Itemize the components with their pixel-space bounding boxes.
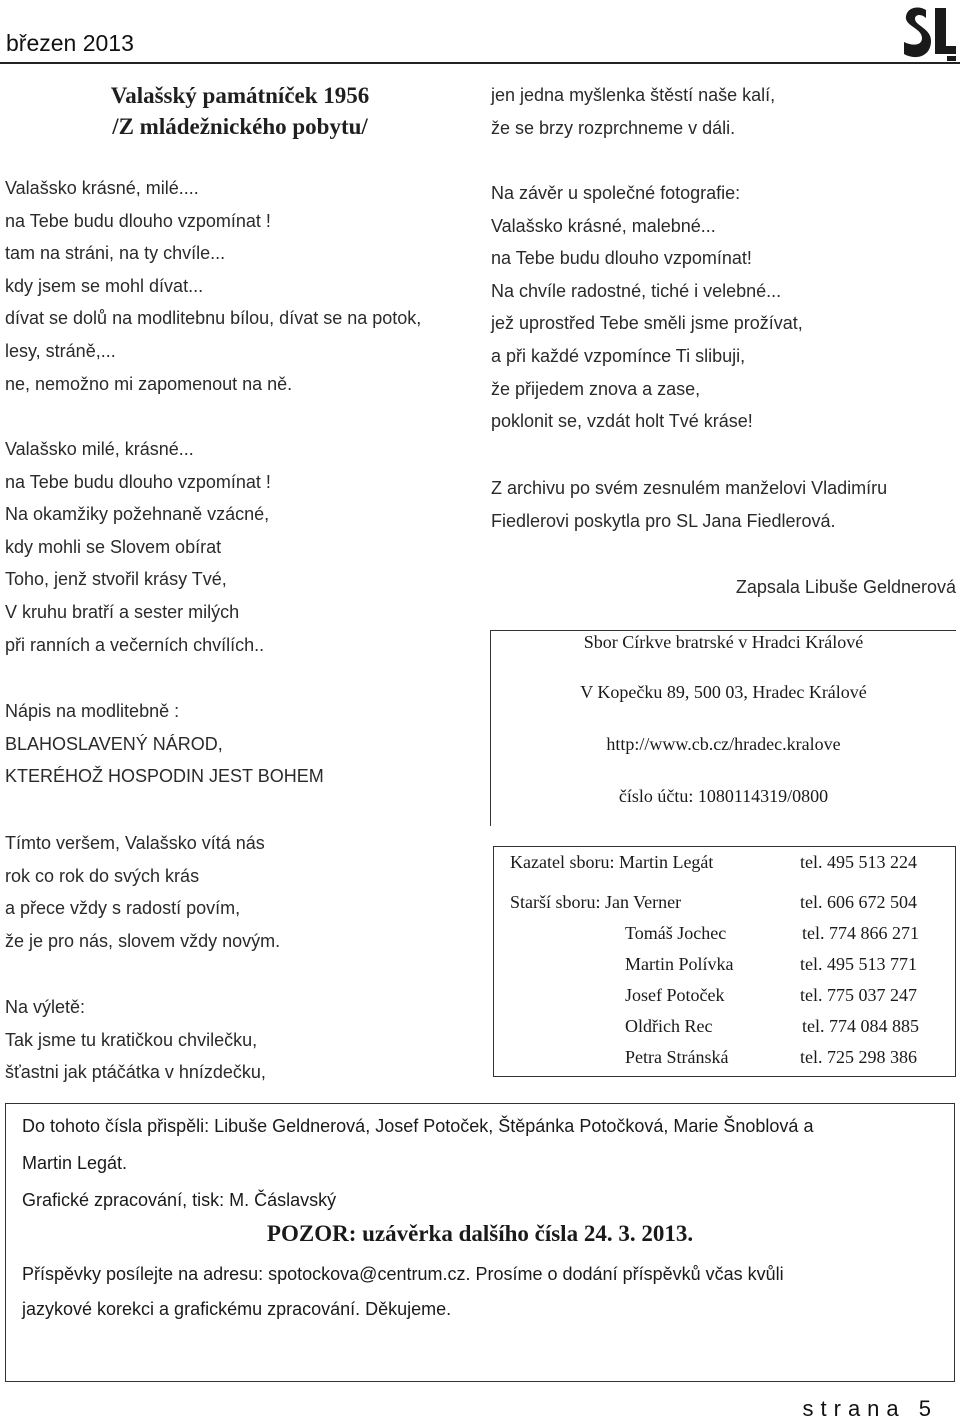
editorial-footer-box bbox=[5, 1103, 955, 1382]
verse-line: na Tebe budu dlouho vzpomínat ! bbox=[5, 210, 271, 231]
verse-line: rok co rok do svých krás bbox=[5, 865, 200, 886]
verse-line: a přece vždy s radostí povím, bbox=[5, 898, 241, 919]
verse-line: Tímto veršem, Valašsko vítá nás bbox=[5, 833, 265, 853]
stanza-4 bbox=[5, 991, 485, 1089]
elder-tel: tel. 495 513 771 bbox=[800, 954, 917, 974]
church-url[interactable]: http://www.cb.cz/hradec.kralove bbox=[606, 734, 841, 754]
verse-line: Valašsko krásné, malebné... bbox=[491, 215, 716, 236]
verse-line: jež uprostřed Tebe směli jsme prožívat, bbox=[491, 313, 803, 334]
verse-line: kdy jsem se mohl dívat... bbox=[5, 275, 204, 296]
archive-line: Fiedlerovi poskytla pro SL Jana Fiedlerová. bbox=[491, 510, 836, 531]
verse-line: Na chvíle radostné, tiché i velebné... bbox=[491, 280, 782, 301]
poem-title-line-1: Valašský památníček 1956 bbox=[110, 83, 370, 108]
elder-name: Tomáš Jochec bbox=[625, 923, 727, 943]
poem-title bbox=[60, 80, 420, 142]
inscription bbox=[5, 695, 485, 793]
page-number: strana 5 bbox=[802, 1396, 938, 1421]
verse-line: dívat se dolů na modlitebnu bílou, dívat se na potok, bbox=[5, 308, 422, 329]
inscription-line: KTERÉHOŽ HOSPODIN JEST BOHEM bbox=[5, 766, 324, 787]
elder-tel: tel. 774 084 885 bbox=[802, 1016, 919, 1036]
header-rule bbox=[0, 62, 960, 64]
verse-line: kdy mohli se Slovem obírat bbox=[5, 536, 222, 557]
verse-line: Tak jsme tu kratičkou chvilečku, bbox=[5, 1029, 258, 1050]
verse-line: jen jedna myšlenka štěstí naše kalí, bbox=[491, 85, 776, 105]
archive-line: Z archivu po svém zesnulém manželovi Vladimíru bbox=[491, 478, 888, 498]
poem-title-line-2: /Z mládežnického pobytu/ bbox=[112, 114, 368, 139]
verse-line: Valašsko milé, krásné... bbox=[5, 439, 194, 459]
elder-tel: tel. 774 866 271 bbox=[802, 923, 919, 943]
church-name: Sbor Církve bratrské v Hradci Králové bbox=[583, 632, 864, 652]
archive-note bbox=[491, 472, 956, 537]
graphics-credit: Grafické zpracování, tisk: M. Čáslavský bbox=[22, 1190, 337, 1210]
verse-line: poklonit se, vzdát holt Tvé kráse! bbox=[491, 411, 753, 432]
church-info-box bbox=[490, 630, 956, 826]
verse-line: že přijedem znova a zase, bbox=[491, 378, 701, 399]
elder-tel: tel. 606 672 504 bbox=[800, 892, 917, 912]
verse-line: při ranních a večerních chvílích.. bbox=[5, 634, 265, 655]
verse-line: Na závěr u společné fotografie: bbox=[491, 183, 741, 203]
verse-line: Na výletě: bbox=[5, 997, 86, 1017]
verse-line: na Tebe budu dlouho vzpomínat! bbox=[491, 248, 752, 269]
verse-line: Valašsko krásné, milé.... bbox=[5, 178, 199, 198]
elder-name: Petra Stránská bbox=[625, 1047, 729, 1067]
contributors-line-1: Do tohoto čísla přispěli: Libuše Geldnerová, Josef Potoček, Štěpánka Potočková, Marie Šnoblová a bbox=[22, 1116, 814, 1136]
submission-line-2: jazykové korekci a grafickému zpracování. Děkujeme. bbox=[22, 1299, 452, 1319]
signature: Zapsala Libuše Geldnerová bbox=[735, 577, 956, 597]
verse-line: šťastni jak ptáčátka v hnízdečku, bbox=[5, 1062, 266, 1083]
submission-line-1: Příspěvky posílejte na adresu: spotockova@centrum.cz. Prosíme o dodání příspěvků včas kvůli bbox=[22, 1264, 784, 1284]
elder-tel: tel. 775 037 247 bbox=[800, 985, 917, 1005]
issue-date: březen 2013 bbox=[6, 30, 134, 56]
church-account: číslo účtu: 1080114319/0800 bbox=[618, 786, 829, 806]
elder-name: Martin Polívka bbox=[625, 954, 734, 974]
elders-label: Starší sboru: Jan Verner bbox=[510, 892, 682, 912]
right-stanza-1 bbox=[491, 79, 956, 144]
contacts-box bbox=[493, 846, 956, 1077]
verse-line: že je pro nás, slovem vždy novým. bbox=[5, 930, 281, 951]
inscription-label: Nápis na modlitebně : bbox=[5, 701, 180, 721]
deadline-notice: POZOR: uzávěrka dalšího čísla 24. 3. 2013. bbox=[266, 1221, 694, 1246]
verse-line: ne, nemožno mi zapomenout na ně. bbox=[5, 373, 293, 394]
verse-line: lesy, stráně,... bbox=[5, 340, 116, 361]
verse-line: tam na stráni, na ty chvíle... bbox=[5, 243, 226, 264]
church-address: V Kopečku 89, 500 03, Hradec Králové bbox=[580, 682, 867, 702]
pastor-label: Kazatel sboru: Martin Legát bbox=[510, 852, 714, 872]
verse-line: V kruhu bratří a sester milých bbox=[5, 601, 240, 622]
elder-name: Oldřich Rec bbox=[625, 1016, 713, 1036]
right-stanza-2 bbox=[491, 177, 956, 438]
stanza-2 bbox=[5, 433, 485, 661]
verse-line: že se brzy rozprchneme v dáli. bbox=[491, 117, 736, 138]
verse-line: na Tebe budu dlouho vzpomínat ! bbox=[5, 471, 271, 492]
pastor-tel: tel. 495 513 224 bbox=[800, 852, 917, 872]
verse-line: Toho, jenž stvořil krásy Tvé, bbox=[5, 569, 227, 590]
sl-logo bbox=[900, 2, 958, 64]
stanza-1 bbox=[5, 172, 485, 400]
contributors-line-2: Martin Legát. bbox=[22, 1153, 128, 1173]
stanza-3 bbox=[5, 827, 485, 957]
elder-name: Josef Potoček bbox=[625, 985, 725, 1005]
verse-line: Na okamžiky požehnaně vzácné, bbox=[5, 504, 270, 525]
elder-tel: tel. 725 298 386 bbox=[800, 1047, 917, 1067]
verse-line: a při každé vzpomínce Ti slibuji, bbox=[491, 345, 746, 366]
inscription-line: BLAHOSLAVENÝ NÁROD, bbox=[5, 733, 223, 754]
